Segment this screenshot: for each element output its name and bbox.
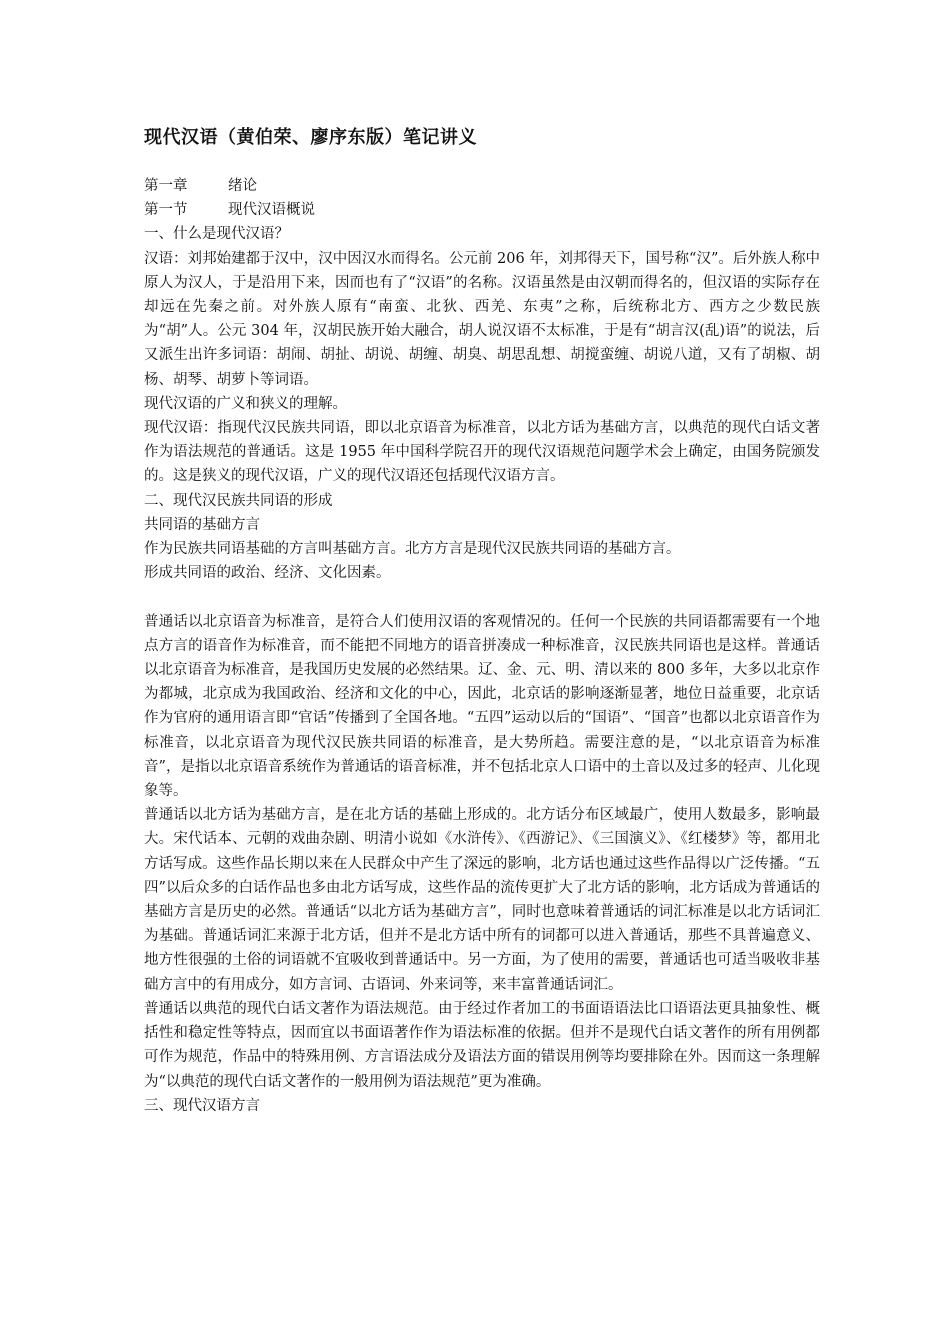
- paragraph-pronunciation-standard: 普通话以北京语音为标准音，是符合人们使用汉语的客观情况的。任何一个民族的共同语都需要有一个地点方言的语音作为标准音，而不能把不同地方的语音拼凑成一种标准音，汉民族共同语也是这样。普通话以北京语音为标准音，是我国历史发展的必然结果。辽、金、元、明、清以来的 800 多年，大多以北京作为都城，北京成为我国政治、经济和文化的中心，因此，北京话的影响逐渐显著，地位日益重要，北京话作为官府的通用语言即“官话”传播到了全国各地。“五四”运动以后的“国语”、“国音”也都以北京语音作为标准音，以北京语音为现代汉民族共同语的标准音，是大势所趋。需要注意的是，“以北京语音为标准音”，是指以北京语音系统作为普通话的语音标准，并不包括北京人口语中的土音以及过多的轻声、儿化现象等。: [144, 613, 820, 800]
- subheading-what-is-modern-chinese: 一、什么是现代汉语？: [144, 226, 289, 243]
- paragraph-grammar-standard: 普通话以典范的现代白话文著作为语法规范。由于经过作者加工的书面语语法比口语语法更具抽象性、概括性和稳定性等特点，因而宜以书面语著作作为语法标准的依据。但并不是现代白话文著作的所有用例都可作为规范，作品中的特殊用例、方言语法成分及语法方面的错误用例等均要排除在外。因而这一条理解为“以典范的现代白话文著作的一般用例为语法规范”更为准确。: [144, 1000, 820, 1090]
- paragraph-northern-dialect: 普通话以北方话为基础方言，是在北方话的基础上形成的。北方话分布区域最广，使用人数最多，影响最大。宋代话本、元朝的戏曲杂剧、明清小说如《水浒传》、《西游记》、《三国演义》、《红楼梦》等，都用北方话写成。这些作品长期以来在人民群众中产生了深远的影响，北方话也通过这些作品得以广泛传播。“五四”以后众多的白话作品也多由北方话写成，这些作品的流传更扩大了北方话的影响，北方话成为普通话的基础方言是历史的必然。普通话“以北方话为基础方言”，同时也意味着普通话的词汇标准是以北方话词汇为基础。普通话词汇来源于北方话，但并不是北方话中所有的词都可以进入普通话，那些不具普遍意义、地方性很强的土俗的词语就不宜吸收到普通话中。另一方面，为了使用的需要，普通话也可适当吸收非基础方言中的有用成分，如方言词、古语词、外来词等，来丰富普通话词汇。: [144, 807, 820, 993]
- chapter-heading-block: [144, 174, 820, 222]
- paragraph-base-dialect: 作为民族共同语基础的方言叫基础方言。北方方言是现代汉民族共同语的基础方言。: [144, 541, 681, 558]
- section-number: 第一节: [144, 202, 188, 219]
- subheading-common-language-formation: 二、现代汉民族共同语的形成: [144, 492, 333, 509]
- chapter-heading: [144, 174, 820, 198]
- document-title: 现代汉语（黄伯荣、廖序东版）笔记讲义: [144, 127, 477, 148]
- chapter-number: 第一章: [144, 178, 188, 194]
- document-body: [144, 124, 820, 1118]
- paragraph-broad-narrow: 现代汉语的广义和狭义的理解。: [144, 395, 347, 412]
- blank-line: [144, 585, 820, 609]
- paragraph-hanyu-origin: 汉语：刘邦始建都于汉中，汉中因汉水而得名。公元前 206 年，刘邦得天下，国号称“汉”。后外族人称中原人为汉人，于是沿用下来，因而也有了“汉语”的名称。汉语虽然是由汉朝而得名的，但汉语的实际存在却远在先秦之前。对外族人原有“南蛮、北狄、西羌、东夷”之称，后统称北方、西方之少数民族为“胡”人。公元 304 年，汉胡民族开始大融合，胡人说汉语不太标准，于是有“胡言汉(乱)语”的说法，后又派生出许多词语：胡闹、胡扯、胡说、胡缠、胡臭、胡思乱想、胡搅蛮缠、胡说八道，又有了胡椒、胡杨、胡琴、胡萝卜等词语。: [144, 250, 820, 388]
- paragraph-base-dialect-title: 共同语的基础方言: [144, 516, 260, 533]
- section-name: 现代汉语概说: [228, 202, 315, 219]
- paragraph-factors: 形成共同语的政治、经济、文化因素。: [144, 565, 391, 582]
- section-heading: [144, 198, 820, 222]
- subheading-dialects: 三、现代汉语方言: [144, 1097, 260, 1114]
- chapter-name: 绪论: [228, 178, 257, 194]
- paragraph-definition: 现代汉语：指现代汉民族共同语，即以北京语音为标准音，以北方话为基础方言，以典范的现代白话文著作为语法规范的普通话。这是 1955 年中国科学院召开的现代汉语规范问题学术会上确定，由国务院颁发的。这是狭义的现代汉语，广义的现代汉语还包括现代汉语方言。: [144, 420, 820, 485]
